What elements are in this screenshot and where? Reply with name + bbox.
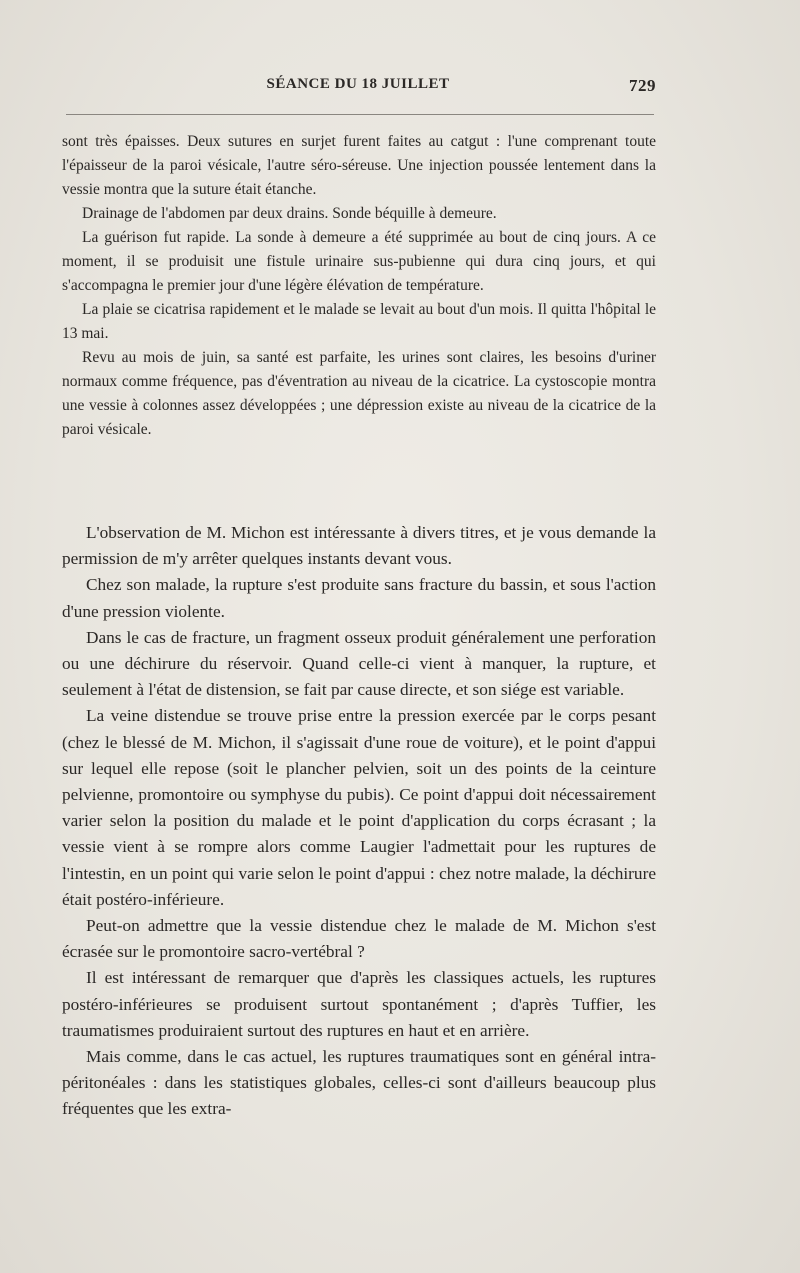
note-paragraph: La plaie se cicatrisa rapidement et le malade se levait au bout d'un mois. Il quitta l'hôpital le 13 mai. <box>62 301 656 342</box>
body-paragraph: Il est intéressant de remarquer que d'après les classiques actuels, les ruptures postéro-inférieures se produisent surtout spontanément ; d'après Tuffier, les traumatismes produiraient surtout des ruptures en haut et en arrière. <box>62 968 656 1040</box>
main-text <box>62 520 656 1123</box>
header-rule <box>66 114 654 115</box>
note-paragraph: Revu au mois de juin, sa santé est parfaite, les urines sont claires, les besoins d'uriner normaux comme fréquence, pas d'éventration au niveau de la cicatrice. La cystoscopie montra une vessie à colonnes assez développées ; une dépression existe au niveau de la cicatrice de la paroi vésicale. <box>62 349 656 438</box>
note-paragraph: Drainage de l'abdomen par deux drains. Sonde béquille à demeure. <box>82 205 497 222</box>
page-number: 729 <box>629 76 656 95</box>
note-paragraph: La guérison fut rapide. La sonde à demeure a été supprimée au bout de cinq jours. A ce moment, il se produisit une fistule urinaire sus-pubienne qui dura cinq jours, et qui s'accompagna le premier jour d'une légère élévation de température. <box>62 229 656 294</box>
body-paragraph: L'observation de M. Michon est intéressante à divers titres, et je vous demande la permission de m'y arrêter quelques instants devant vous. <box>62 523 656 569</box>
body-paragraph: Mais comme, dans le cas actuel, les ruptures traumatiques sont en général intra-péritonéales : dans les statistiques globales, celles-ci sont d'ailleurs beaucoup plus fréquentes que les extra- <box>62 1047 656 1119</box>
running-head <box>60 76 656 100</box>
body-paragraph: Chez son malade, la rupture s'est produite sans fracture du bassin, et sous l'action d'une pression violente. <box>62 575 656 621</box>
body-paragraph: Dans le cas de fracture, un fragment osseux produit généralement une perforation ou une déchirure du réservoir. Quand celle-ci vient à manquer, la rupture, et seulement à l'état de distension, se fait par cause directe, et son siége est variable. <box>62 627 656 700</box>
note-paragraph: sont très épaisses. Deux sutures en surjet furent faites au catgut : l'une comprenant toute l'épaisseur de la paroi vésicale, l'autre séro-séreuse. Une injection poussée lentement dans la vessie montra que la suture était étanche. <box>62 133 656 198</box>
body-paragraph: Peut-on admettre que la vessie distendue chez le malade de M. Michon s'est écrasée sur le promontoire sacro-vertébral ? <box>62 916 656 962</box>
body-paragraph: La veine distendue se trouve prise entre la pression exercée par le corps pesant (chez le blessé de M. Michon, il s'agissait d'une roue de voiture), et le point d'appui sur lequel elle repose (soit le plancher pelvien, soit un des points de la ceinture pelvienne, promontoire ou symphyse du pubis). Ce point d'appui doit nécessairement varier selon la position du malade et le point d'application du corps écrasant ; la vessie vient à se rompre alors comme Laugier l'admettait pour les ruptures de l'intestin, en un point qui varie selon le point d'appui : chez notre malade, la déchirure était postéro-inférieure. <box>62 706 656 909</box>
case-report-note <box>62 130 656 442</box>
session-title: SÉANCE DU 18 JUILLET <box>266 76 450 92</box>
